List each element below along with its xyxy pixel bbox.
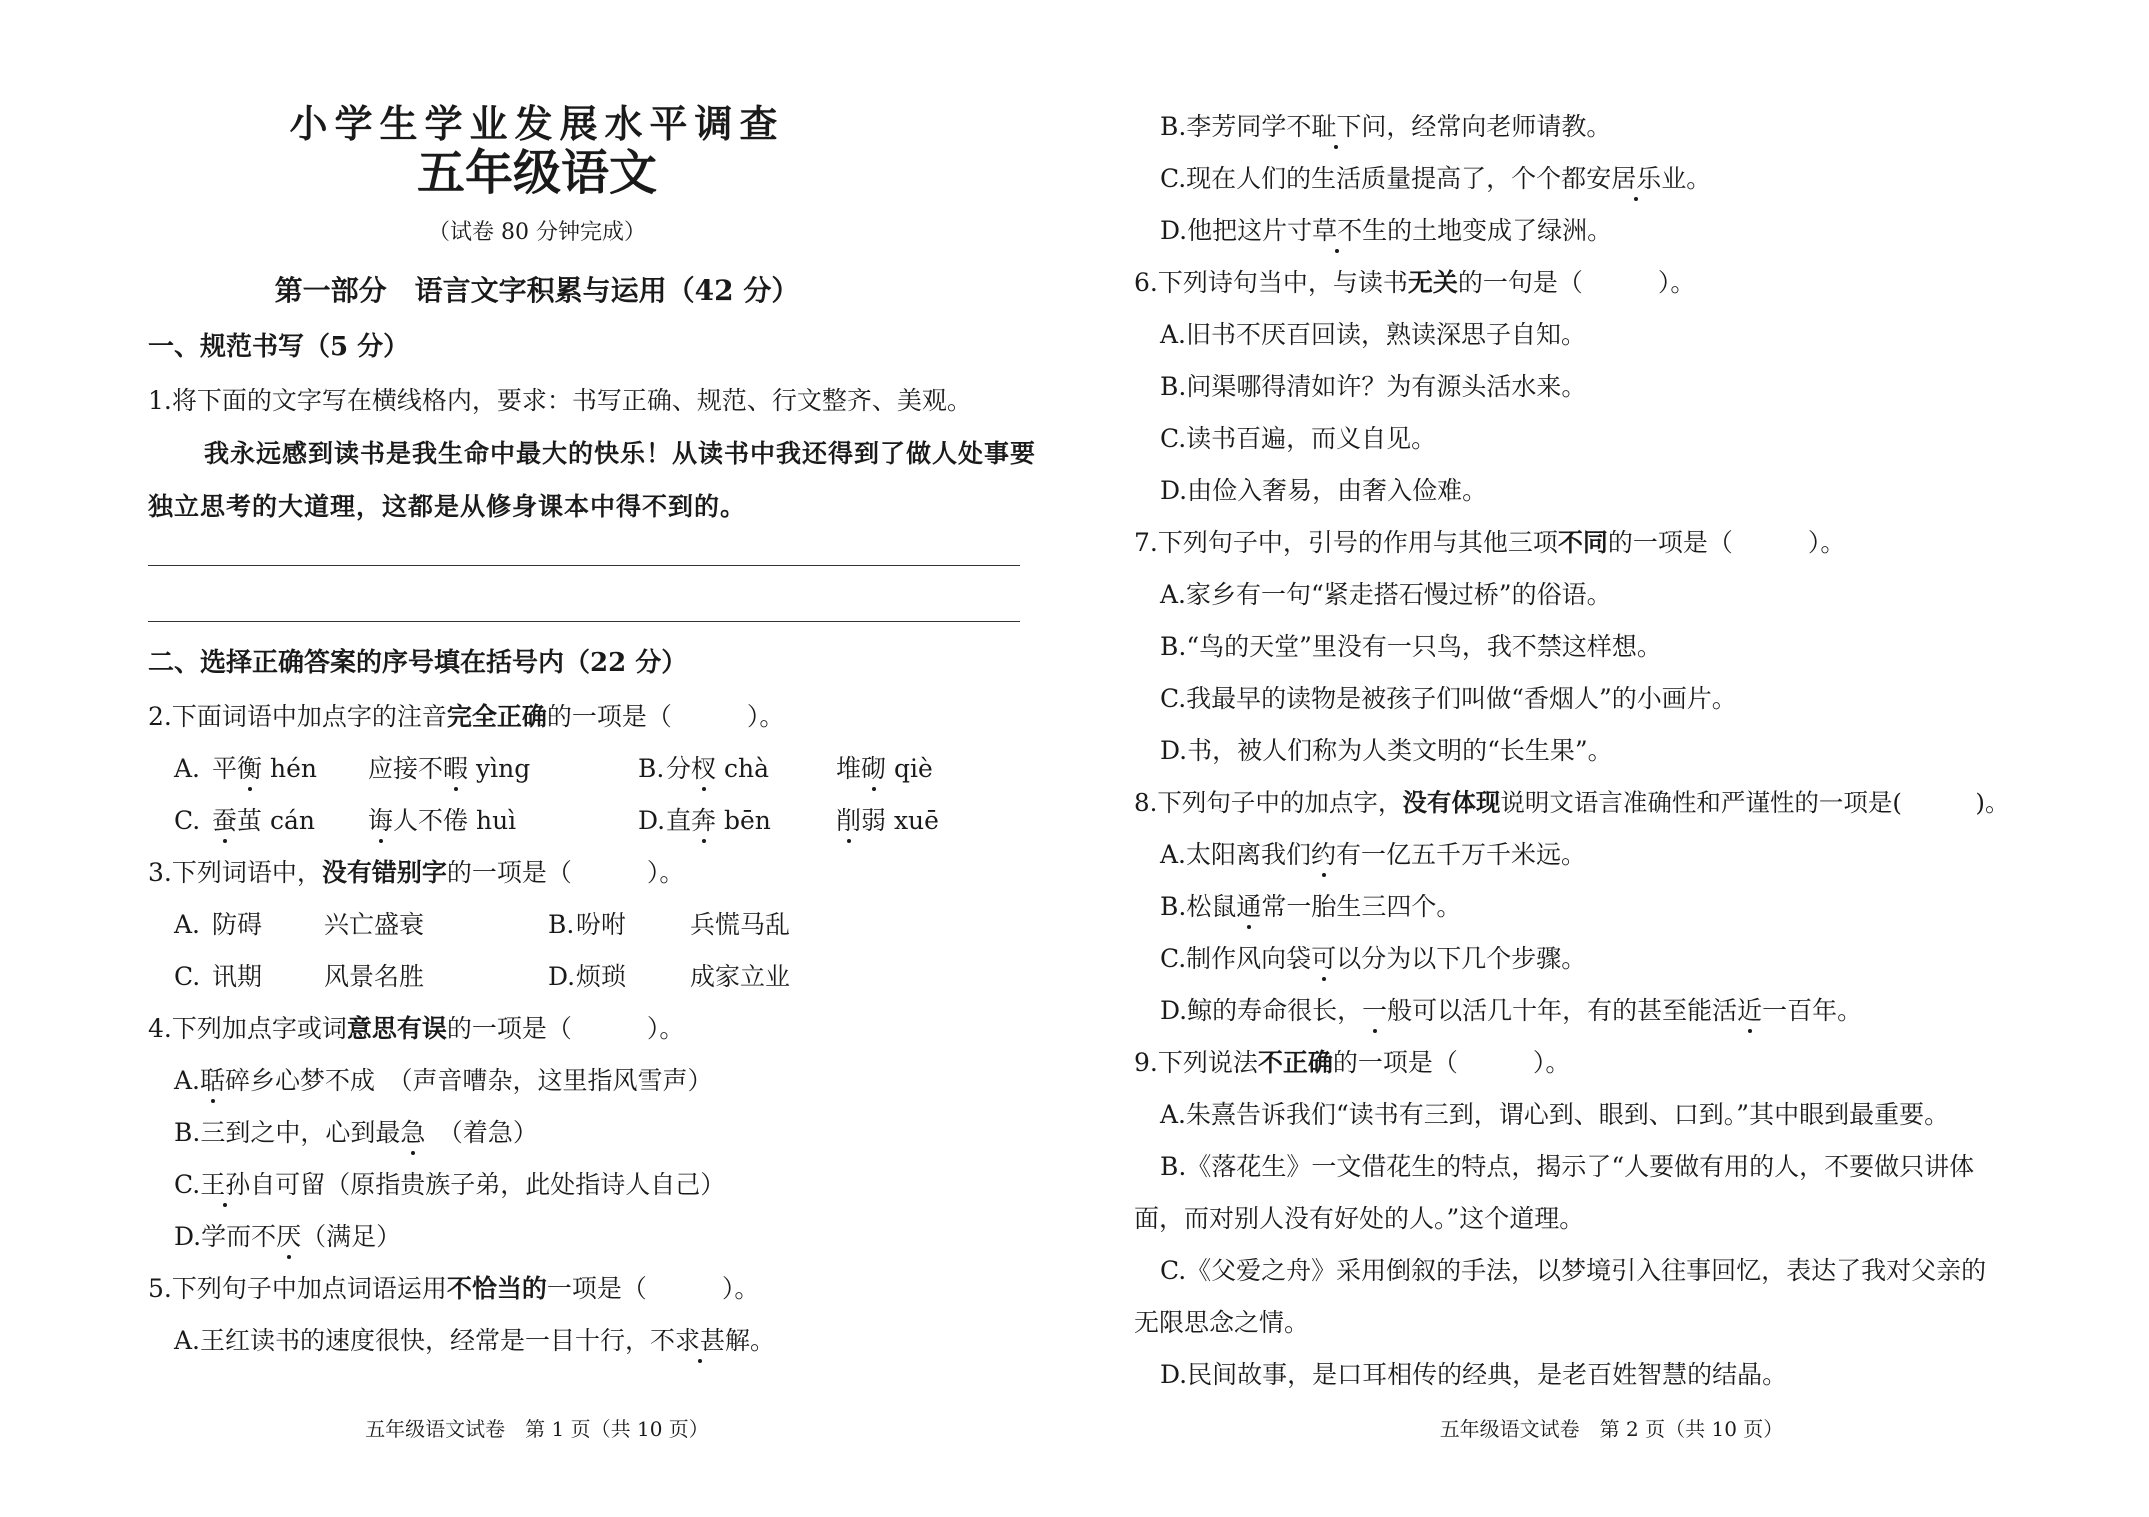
q6-option-b: B.问渠哪得清如许？为有源头活水来。 [1160, 372, 1587, 401]
q9-option-a: A.朱熹告诉我们“读书有三到，谓心到、眼到、口到。”其中眼到最重要。 [1160, 1100, 1950, 1129]
question-7: 7.下列句子中，引号的作用与其他三项不同的一项是（ ）。 [1134, 528, 1846, 557]
emphasis-text: 无关 [1407, 268, 1458, 297]
q2-option-b-word-2: 堆砌 qiè [836, 752, 933, 786]
q3-option-d-word-1: 烦琐 [576, 962, 627, 991]
q4-option-c: C.王孙自可留（原指贵族子弟，此处指诗人自己） [174, 1168, 725, 1202]
q5-option-b: B.李芳同学不耻下问，经常向老师请教。 [1160, 110, 1611, 144]
q7-option-c: C.我最早的读物是被孩子们叫做“香烟人”的小画片。 [1160, 684, 1737, 713]
q4-option-b: B.三到之中，心到最急 （着急） [174, 1116, 538, 1150]
q3-option-a-label: A. [174, 910, 201, 939]
question-1: 1.将下面的文字写在横线格内，要求：书写正确、规范、行文整齐、美观。 [148, 386, 972, 415]
emphasis-text: 不正确 [1257, 1048, 1333, 1077]
exam-title: 小学生学业发展水平调查 [289, 101, 785, 146]
q2-option-a-word-1: 平衡 hén [212, 752, 317, 786]
writing-line-2[interactable] [148, 621, 1020, 622]
q3-option-a-word-1: 防碍 [212, 910, 263, 939]
q3-option-d-label: D. [548, 962, 576, 991]
q6-option-d: D.由俭入奢易，由奢入俭难。 [1160, 476, 1488, 505]
q9-option-b-line-2: 面，而对别人没有好处的人。”这个道理。 [1134, 1204, 1585, 1233]
q3-option-c-word-2: 风景名胜 [324, 962, 425, 991]
question-8: 8.下列句子中的加点字，没有体现说明文语言准确性和严谨性的一项是( )。 [1134, 788, 2010, 817]
emphasis-text: 没有体现 [1402, 788, 1501, 817]
q2-option-a-word-2: 应接不暇 yìng [368, 752, 530, 786]
emphasis-text: 不恰当的 [446, 1274, 547, 1303]
q3-option-d-word-2: 成家立业 [690, 962, 791, 991]
emphasis-text: 完全正确 [446, 702, 547, 731]
q9-option-b-line-1: B.《落花生》一文借花生的特点，揭示了“人要做有用的人，不要做只讲体 [1160, 1152, 1975, 1181]
q2-option-d-word-1: 直奔 bēn [666, 804, 771, 838]
q7-option-d: D.书，被人们称为人类文明的“长生果”。 [1160, 736, 1613, 765]
exam-page-2 [1074, 0, 2149, 1517]
page-footer: 五年级语文试卷 第 1 页（共 10 页） [365, 1417, 709, 1441]
q2-option-b-label: B. [638, 754, 665, 783]
question-5: 5.下列句子中加点词语运用不恰当的一项是（ ）。 [148, 1274, 760, 1303]
section-two-heading: 二、选择正确答案的序号填在括号内（22 分） [148, 648, 688, 678]
question-4: 4.下列加点字或词意思有误的一项是（ ）。 [148, 1014, 685, 1043]
q8-option-a: A.太阳离我们约有一亿五千万千米远。 [1160, 838, 1586, 872]
section-one-heading: 一、规范书写（5 分） [148, 332, 410, 362]
copy-text-line-1: 我永远感到读书是我生命中最大的快乐！从读书中我还得到了做人处事要 [204, 439, 1037, 468]
emphasis-text: 没有错别字 [321, 858, 447, 887]
q9-option-d: D.民间故事，是口耳相传的经典，是老百姓智慧的结晶。 [1160, 1360, 1788, 1389]
q2-option-c-label: C. [174, 806, 201, 835]
question-9: 9.下列说法不正确的一项是（ ）。 [1134, 1048, 1571, 1077]
exam-subtitle: 五年级语文 [416, 145, 657, 201]
q5-option-a: A.王红读书的速度很快，经常是一目十行，不求甚解。 [174, 1324, 775, 1358]
emphasis-text: 意思有误 [346, 1014, 447, 1043]
exam-time-note: （试卷 80 分钟完成） [428, 220, 646, 245]
q9-option-c-line-2: 无限思念之情。 [1134, 1308, 1310, 1337]
q8-option-d: D.鲸的寿命很长，一般可以活几十年，有的甚至能活近一百年。 [1160, 994, 1862, 1028]
q2-option-d-label: D. [638, 806, 666, 835]
q3-option-b-word-1: 吩咐 [576, 910, 627, 939]
q3-option-a-word-2: 兴亡盛衰 [324, 910, 425, 939]
q4-option-d: D.学而不厌（满足） [174, 1220, 401, 1254]
q6-option-a: A.旧书不厌百回读，熟读深思子自知。 [1160, 320, 1587, 349]
question-3: 3.下列词语中，没有错别字的一项是（ ）。 [148, 858, 685, 887]
page-footer: 五年级语文试卷 第 2 页（共 10 页） [1439, 1417, 1784, 1441]
q3-option-b-label: B. [548, 910, 575, 939]
question-2: 2.下面词语中加点字的注音完全正确的一项是（ ）。 [148, 702, 785, 731]
q7-option-a: A.家乡有一句“紧走搭石慢过桥”的俗语。 [1160, 580, 1612, 609]
question-6: 6.下列诗句当中，与读书无关的一句是（ ）。 [1134, 268, 1696, 297]
q3-option-b-word-2: 兵慌马乱 [690, 910, 791, 939]
q3-option-c-word-1: 讯期 [212, 962, 263, 991]
q2-option-c-word-1: 蚕茧 cán [212, 804, 315, 838]
q9-option-c-line-1: C.《父爱之舟》采用倒叙的手法，以梦境引入往事回忆，表达了我对父亲的 [1160, 1256, 1987, 1285]
copy-text-line-2: 独立思考的大道理，这都是从修身课本中得不到的。 [148, 492, 747, 521]
q6-option-c: C.读书百遍，而义自见。 [1160, 424, 1437, 453]
q2-option-d-word-2: 削弱 xuē [836, 804, 939, 838]
q2-option-c-word-2: 诲人不倦 huì [368, 804, 516, 838]
emphasis-text: 不同 [1557, 528, 1608, 557]
q7-option-b: B.“鸟的天堂”里没有一只鸟，我不禁这样想。 [1160, 632, 1662, 661]
exam-page-1 [0, 0, 1074, 1517]
writing-line-1[interactable] [148, 565, 1020, 566]
q5-option-d: D.他把这片寸草不生的土地变成了绿洲。 [1160, 214, 1612, 248]
q8-option-b: B.松鼠通常一胎生三四个。 [1160, 890, 1461, 924]
q2-option-b-word-1: 分杈 chà [666, 752, 769, 786]
q5-option-c: C.现在人们的生活质量提高了，个个都安居乐业。 [1160, 162, 1711, 196]
q8-option-c: C.制作风向袋可以分为以下几个步骤。 [1160, 942, 1586, 976]
q2-option-a-label: A. [174, 754, 201, 783]
q4-option-a: A.聒碎乡心梦不成 （声音嘈杂，这里指风雪声） [174, 1064, 713, 1098]
q3-option-c-label: C. [174, 962, 201, 991]
part-one-heading: 第一部分 语言文字积累与运用（42 分） [274, 274, 800, 307]
